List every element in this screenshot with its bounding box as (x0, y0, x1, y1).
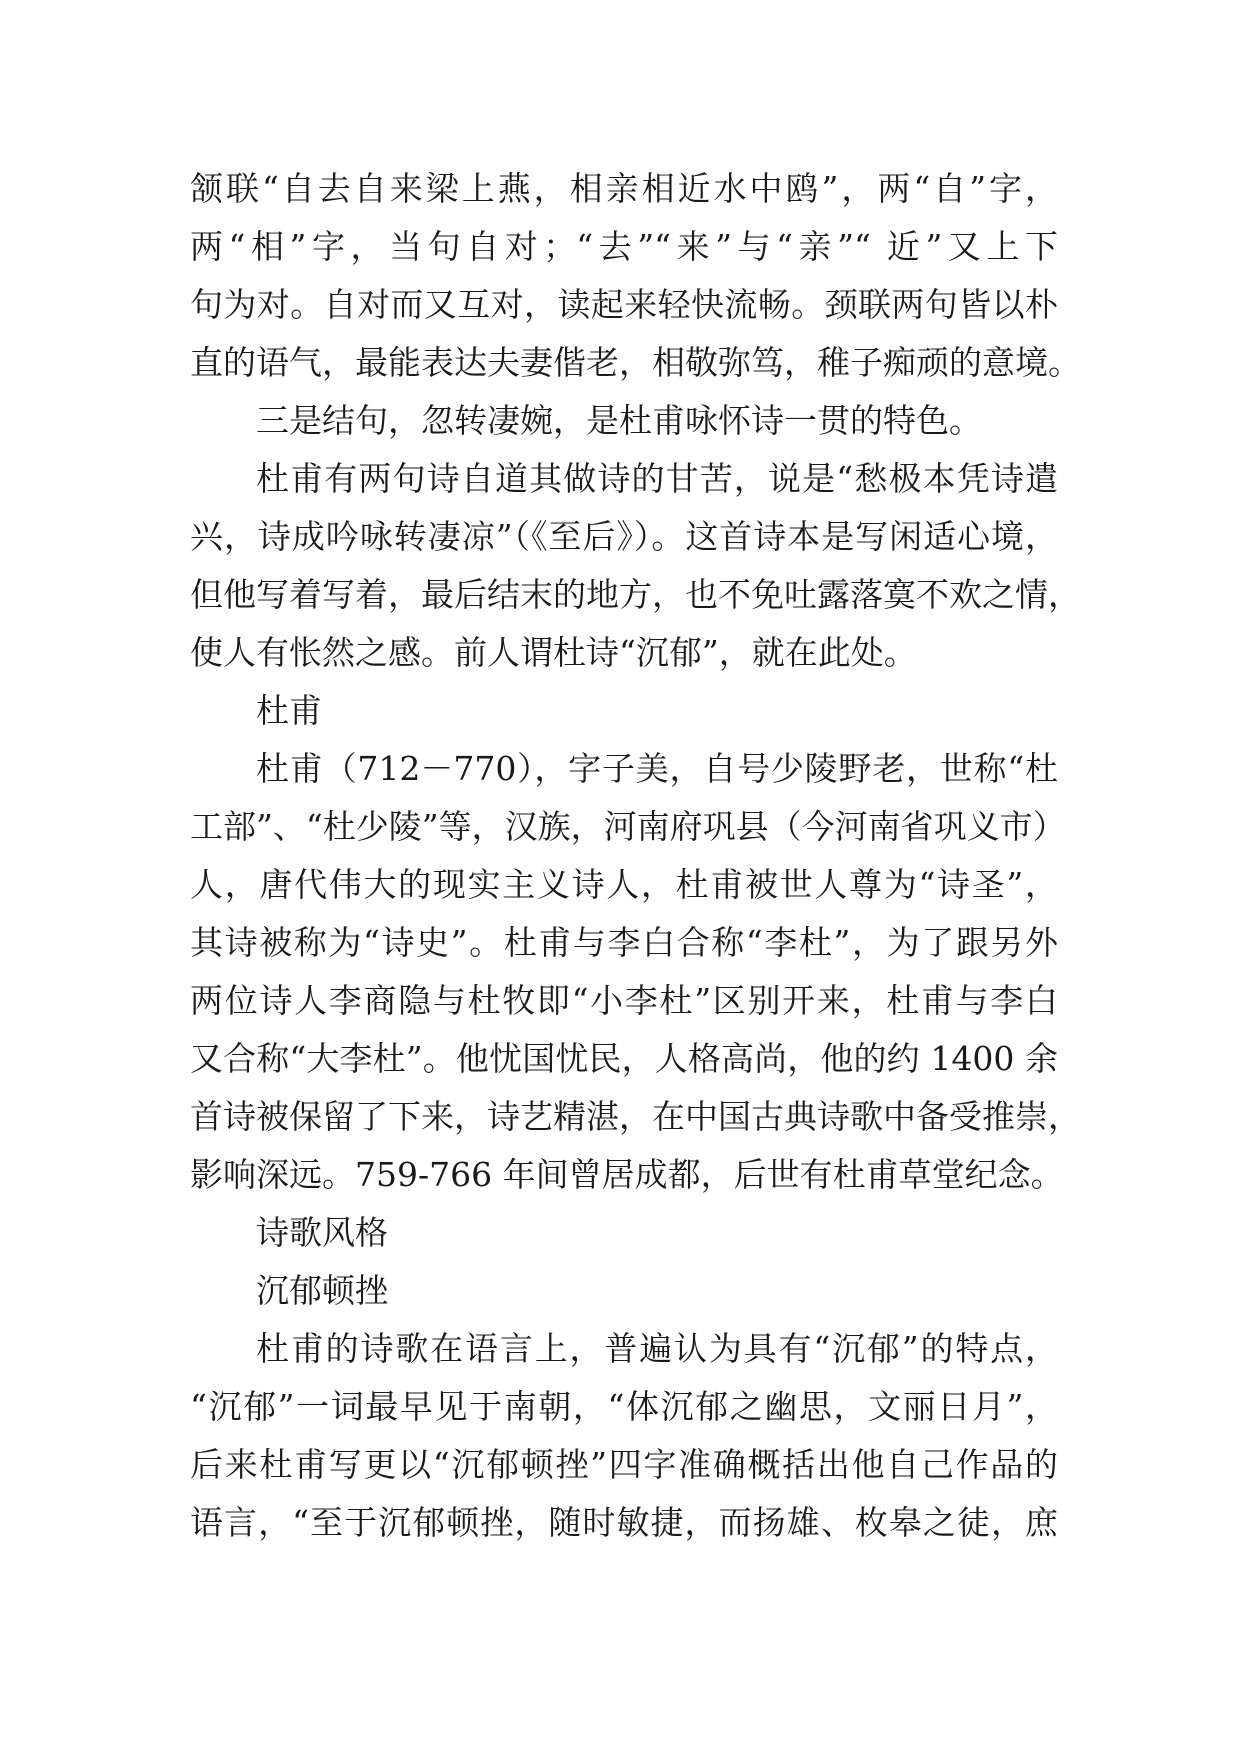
text-line: 句为对。自对而又互对，读起来轻快流畅。颈联两句皆以朴 (190, 285, 1058, 324)
section-subheading: 沉郁顿挫 (256, 1271, 388, 1310)
text-line: 首诗被保留了下来，诗艺精湛，在中国古典诗歌中备受推崇， (190, 1097, 1081, 1136)
text-line: 直的语气，最能表达夫妻偕老，相敬弥笃，稚子痴顽的意境。 (190, 343, 1081, 382)
text-line: 两“相”字，当句自对；“去”“来”与“亲”“ 近”又上下 (190, 227, 1058, 266)
text-line: 两位诗人李商隐与杜牧即“小李杜”区别开来，杜甫与李白 (190, 981, 1058, 1020)
text-line: “沉郁”一词最早见于南朝，“体沉郁之幽思，文丽日月”， (190, 1387, 1058, 1426)
text-line: 影响深远。759-766 年间曾居成都，后世有杜甫草堂纪念。 (190, 1155, 1064, 1194)
text-line: 又合称“大李杜”。他忧国忧民，人格高尚，他的约 1400 余 (190, 1039, 1058, 1078)
paragraph-start-line: 杜甫的诗歌在语言上，普遍认为具有“沉郁”的特点， (256, 1329, 1058, 1368)
text-line: 后来杜甫写更以“沉郁顿挫”四字准确概括出他自己作品的 (190, 1445, 1058, 1484)
text-line: 颔联“自去自来梁上燕，相亲相近水中鸥”，两“自”字， (190, 169, 1058, 208)
text-line: 兴，诗成吟咏转凄凉”（《至后》）。这首诗本是写闲适心境， (190, 517, 1058, 556)
text-line: 语言，“至于沉郁顿挫，随时敏捷，而扬雄、枚皋之徒，庶 (190, 1503, 1058, 1542)
section-heading: 诗歌风格 (256, 1213, 388, 1252)
text-line: 使人有怅然之感。前人谓杜诗“沉郁”，就在此处。 (190, 633, 917, 672)
text-line: 其诗被称为“诗史”。杜甫与李白合称“李杜”，为了跟另外 (190, 923, 1058, 962)
paragraph-start-line: 杜甫（712－770），字子美，自号少陵野老，世称“杜 (256, 749, 1058, 788)
text-line: 但他写着写着，最后结末的地方，也不免吐露落寞不欢之情， (190, 575, 1081, 614)
text-line: 人，唐代伟大的现实主义诗人，杜甫被世人尊为“诗圣”， (190, 865, 1058, 904)
section-heading: 杜甫 (256, 691, 322, 730)
paragraph-start-line: 三是结句，忽转凄婉，是杜甫咏怀诗一贯的特色。 (256, 401, 982, 440)
paragraph-start-line: 杜甫有两句诗自道其做诗的甘苦，说是“愁极本凭诗遣 (256, 459, 1058, 498)
text-line: 工部”、“杜少陵”等，汉族，河南府巩县（今河南省巩义市） (190, 807, 1066, 846)
